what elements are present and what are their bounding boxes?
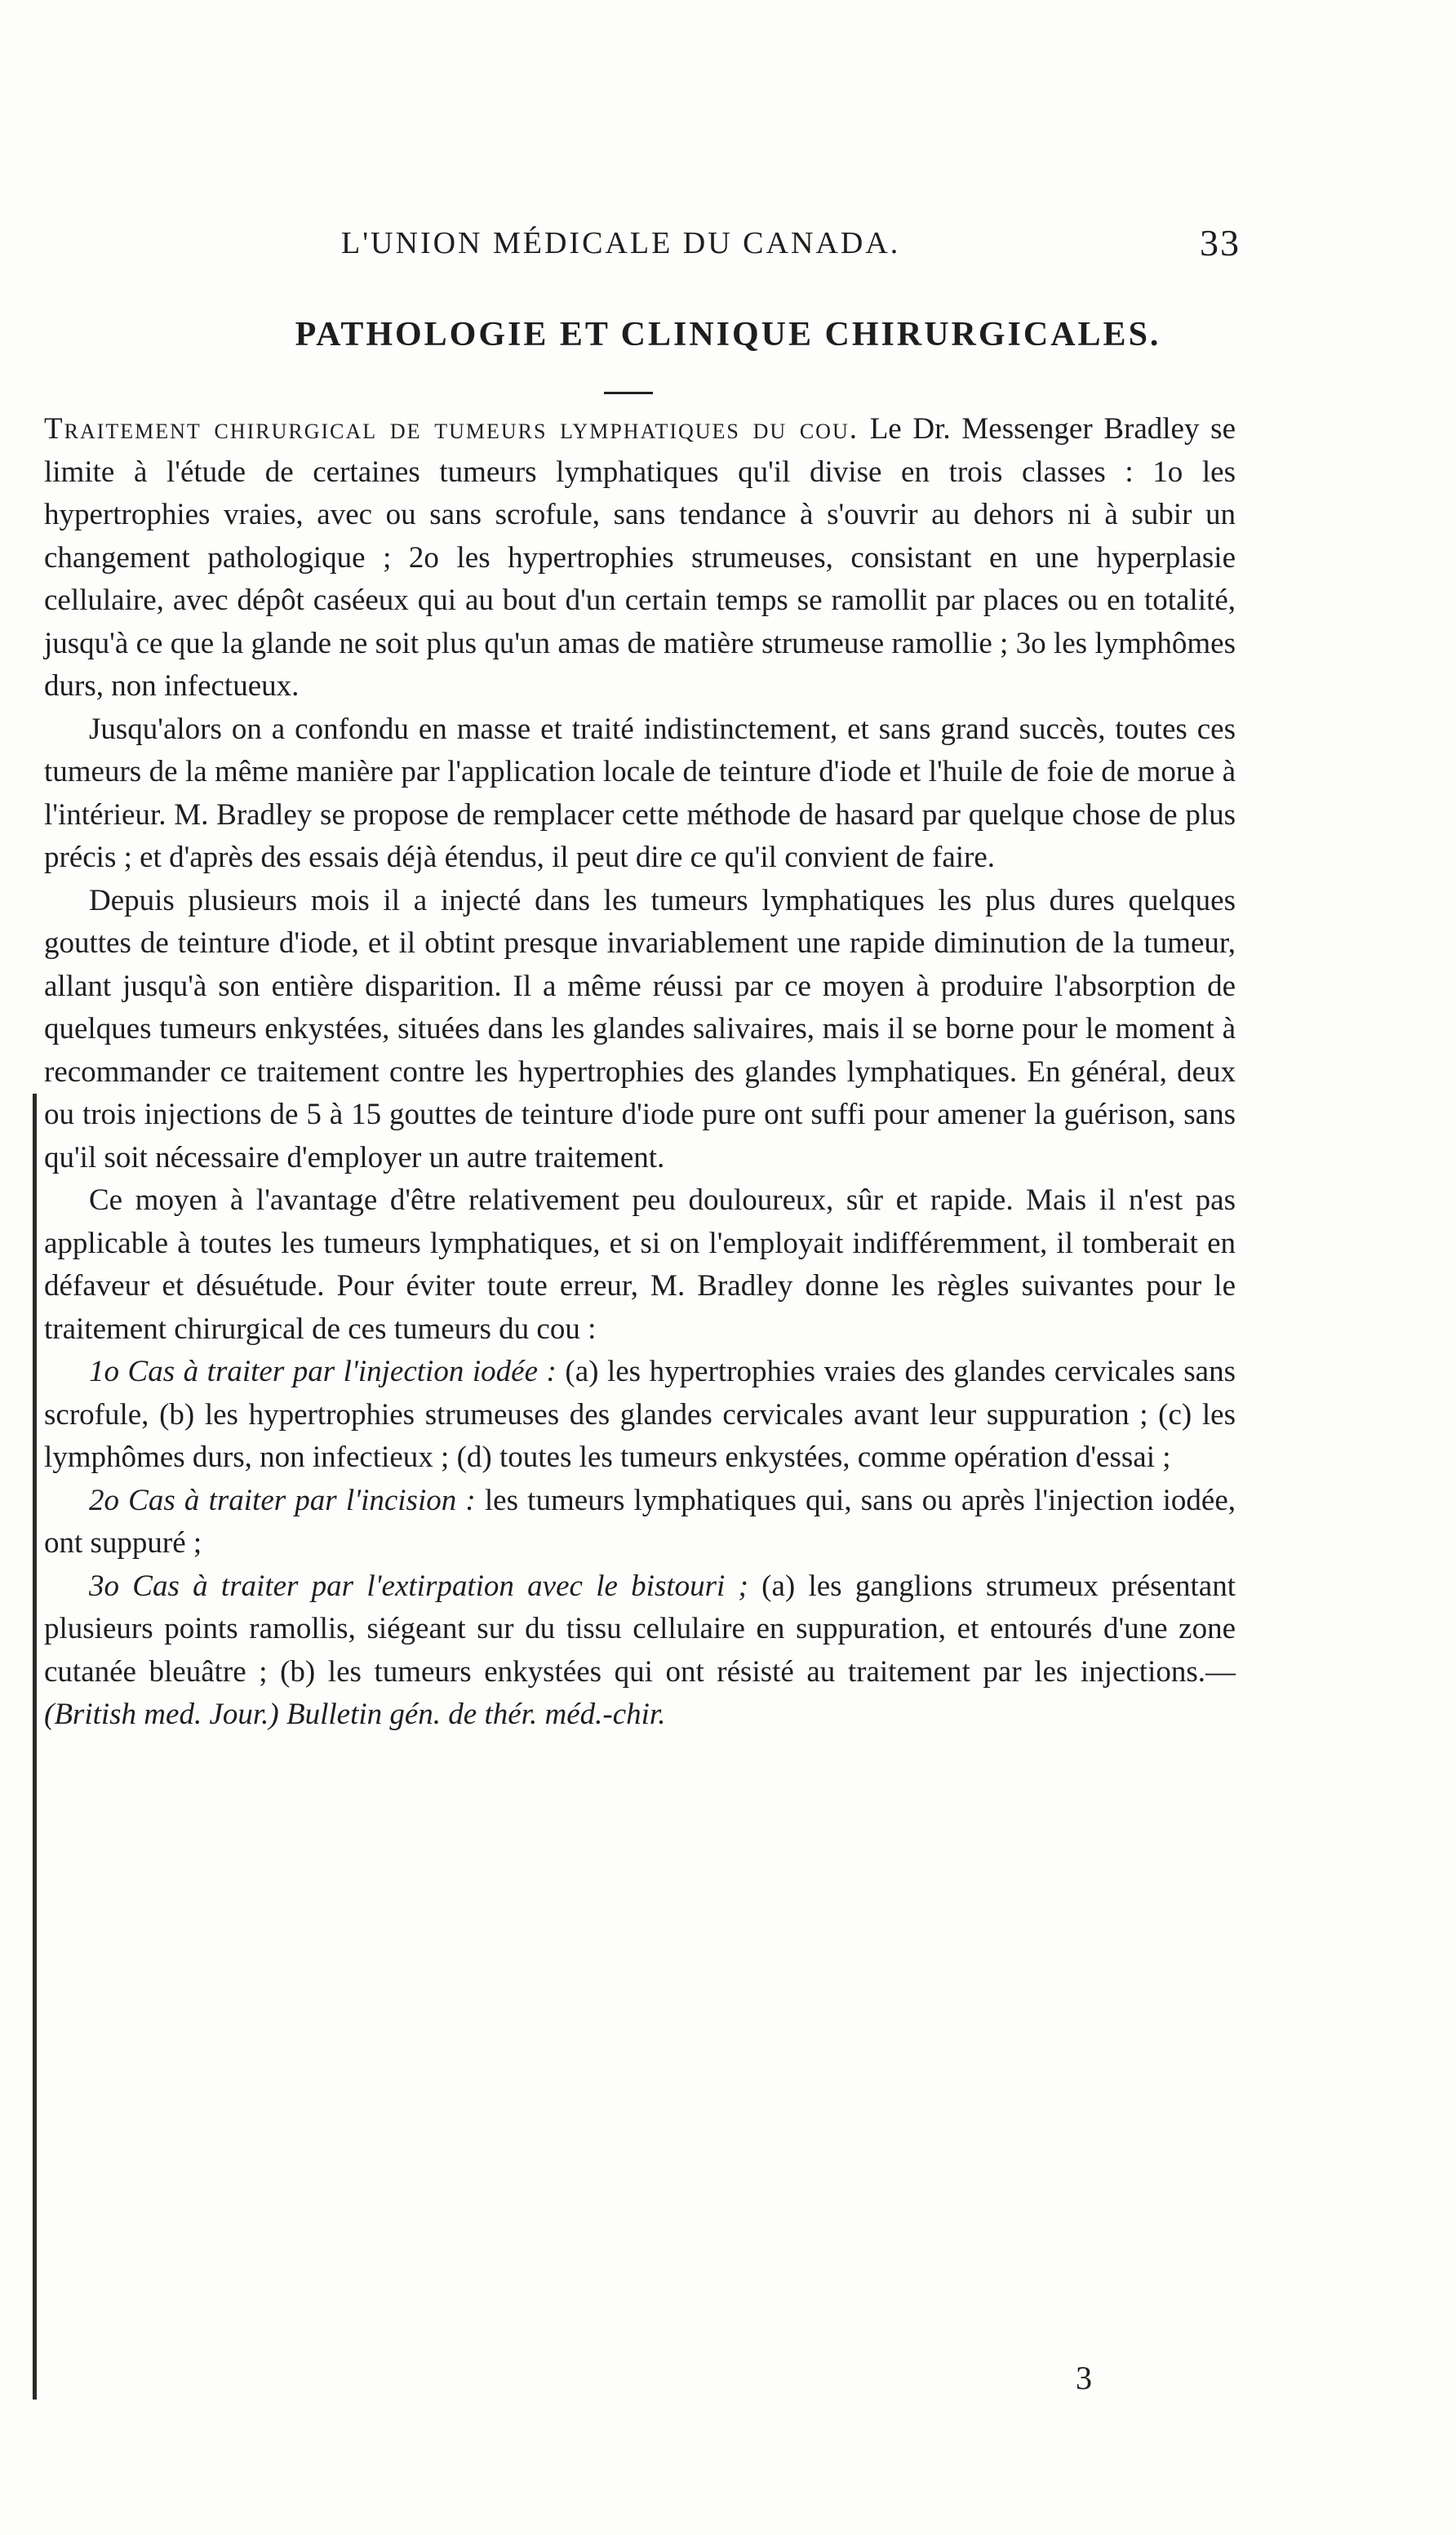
- page-number: 33: [1200, 222, 1241, 264]
- article-heading: Traitement chirurgical de tumeurs lymphatiques du cou.: [44, 412, 859, 446]
- section-title: PATHOLOGIE ET CLINIQUE CHIRURGICALES.: [295, 316, 1161, 353]
- article-heading-paragraph: [44, 408, 1236, 708]
- rule-3: [44, 1565, 1236, 1737]
- paragraph-4: Ce moyen à l'avantage d'être relativement peu douloureux, sûr et rapide. Mais il n'est pas applicable à toutes les tumeurs lymphatiques, et si on l'employait indifféremment, il tomberait en défaveur et désuétude. Pour éviter toute erreur, M. Bradley donne les règles suivantes pour le traitement chirurgical de ces tumeurs du cou :: [44, 1183, 1236, 1346]
- rule-1-text: (a) les hypertrophies vraies des glandes cervicales sans scrofule, (b) les hypertrophies strumeuses des glandes cervicales avant leur suppuration ; (c) les lymphômes durs, non infectieux ; (d) toutes les tumeurs enkystées, comme opération d'essai ;: [44, 1355, 1236, 1474]
- article-body: [44, 408, 1236, 1737]
- paragraph-1: Le Dr. Messenger Bradley se limite à l'étude de certaines tumeurs lymphatiques qu'il divise en trois classes : 1o les hypertrophies vraies, avec ou sans scrofule, sans tendance à s'ouvrir au dehors ni à subir un changement pathologique ; 2o les hypertrophies strumeuses, consistant en une hyperplasie cellulaire, avec dépôt caséeux qui au bout d'un certain temps se ramollit par places ou en totalité, jusqu'à ce que la glande ne soit plus qu'un amas de matière strumeuse ramollie ; 3o les lymphômes durs, non infectueux.: [44, 412, 1236, 703]
- rule-2-label: 2o Cas à traiter par l'incision :: [89, 1483, 476, 1517]
- rule-2-text: les tumeurs lymphatiques qui, sans ou après l'injection iodée, ont suppuré ;: [44, 1483, 1236, 1560]
- source-citation: (British med. Jour.) Bulletin gén. de thér. méd.-chir.: [44, 1698, 666, 1731]
- rule-3-text: (a) les ganglions strumeux présentant plusieurs points ramollis, siégeant sur du tissu cellulaire en suppuration, et entourés d'une zone cutanée bleuâtre ; (b) les tumeurs enkystées qui ont résisté au traitement par les injections.—: [44, 1569, 1236, 1689]
- running-title: L'UNION MÉDICALE DU CANADA.: [341, 226, 901, 260]
- rule-1: [44, 1351, 1236, 1480]
- margin-binding-line: [33, 1094, 37, 2400]
- rule-2: [44, 1480, 1236, 1565]
- paragraph-3: Depuis plusieurs mois il a injecté dans les tumeurs lymphatiques les plus dures quelques gouttes de teinture d'iode, et il obtint presque invariablement une rapide diminution de la tumeur, allant jusqu'à son entière disparition. Il a même réussi par ce moyen à produire l'absorption de quelques tumeurs enkystées, situées dans les glandes salivaires, mais il se borne pour le moment à recommander ce traitement contre les hypertrophies des glandes lymphatiques. En général, deux ou trois injections de 5 à 15 gouttes de teinture d'iode pure ont suffi pour amener la guérison, sans qu'il soit nécessaire d'employer un autre traitement.: [44, 883, 1236, 1174]
- running-header: [0, 219, 1456, 268]
- rule-1-label: 1o Cas à traiter par l'injection iodée :: [89, 1355, 557, 1388]
- signature-mark: 3: [1076, 2360, 1092, 2396]
- paragraph-2: Jusqu'alors on a confondu en masse et traité indistinctement, et sans grand succès, toutes ces tumeurs de la même manière par l'application locale de teinture d'iode et l'huile de foie de morue à l'intérieur. M. Bradley se propose de remplacer cette méthode de hasard par quelque chose de plus précis ; et d'après des essais déjà étendus, il peut dire ce qu'il convient de faire.: [44, 712, 1236, 874]
- title-rule: [604, 392, 653, 394]
- rule-3-label: 3o Cas à traiter par l'extirpation avec le bistouri ;: [89, 1569, 748, 1603]
